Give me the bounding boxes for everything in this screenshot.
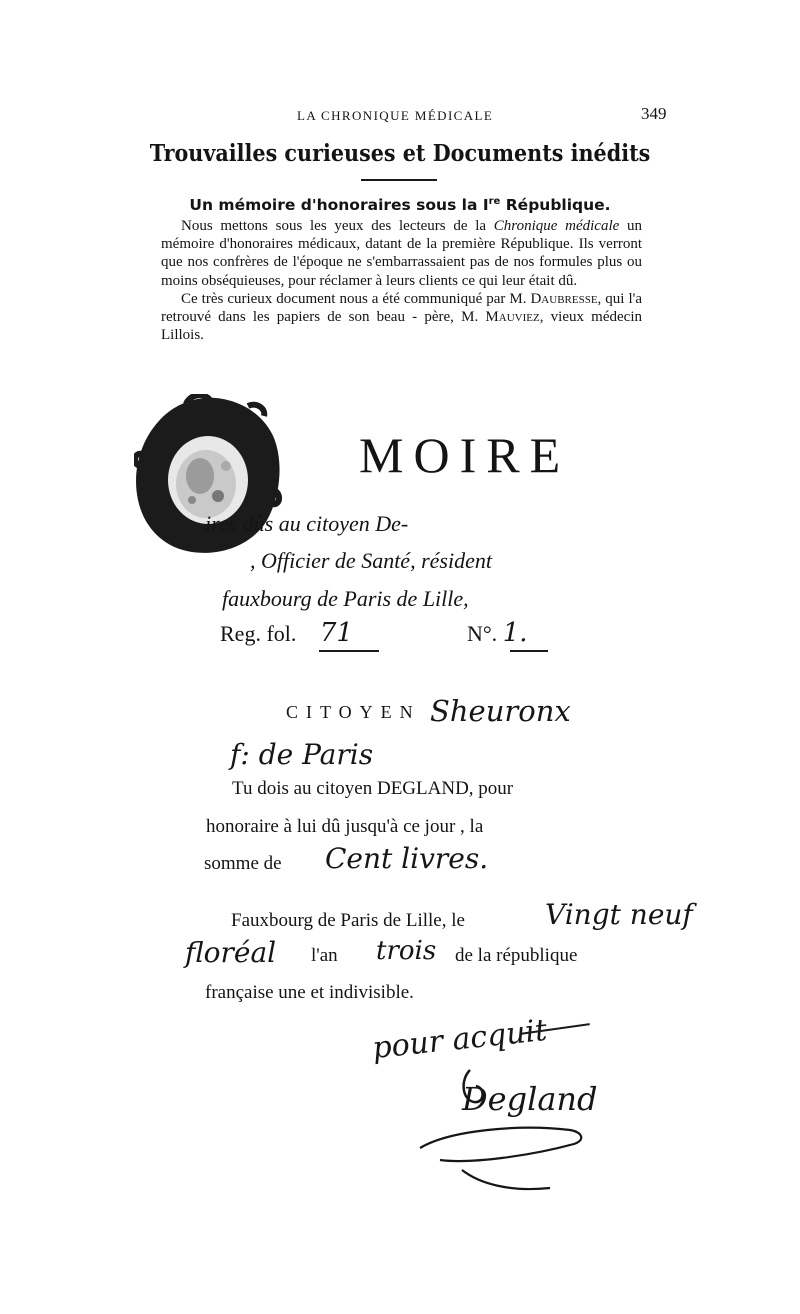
intro-paragraph-1 (161, 217, 642, 290)
memoire-title: MOIRE (359, 427, 571, 483)
intro-p2a: Ce très curieux document nous a été communiqué par M. (181, 290, 531, 307)
intro-paragraph-2 (161, 290, 642, 345)
no-value: 1. (502, 618, 528, 648)
article-subheading (0, 196, 800, 214)
date-month: floréal (185, 936, 277, 969)
section-title: Trouvailles curieuses et Documents inédits (149, 140, 651, 167)
intro-p2b: , qui l'a retrouvé dans les papiers de son beau - père, M. (161, 290, 642, 326)
reg-rule (319, 650, 379, 652)
subheading-text: Un mémoire d'honoraires sous la I (189, 196, 489, 215)
signature: Degland (462, 1080, 598, 1118)
reg-label: Reg. fol. (220, 621, 297, 646)
intro-p2c: , vieux médecin Lillois. (161, 309, 642, 344)
year-label: l'an (311, 945, 338, 966)
register-number (467, 618, 528, 648)
no-label: N°. (467, 621, 498, 646)
register-folio (220, 618, 353, 648)
amount: Cent livres. (325, 842, 489, 875)
signature-flourish-icon (410, 1060, 590, 1210)
year-value: trois (376, 936, 437, 966)
journal-name: Chronique médicale (493, 218, 620, 234)
receipt-note: pour acquit (370, 1012, 549, 1067)
page-number: 349 (641, 104, 667, 123)
intro-text (161, 217, 642, 344)
body-line-3: somme de (204, 853, 282, 874)
memoire-line-1: ires dûs au citoyen De- (205, 511, 409, 536)
name-mauviez: Mauviez (485, 309, 540, 326)
intro-p1b: un mémoire d'honoraires médicaux, datant de la première République. Ils verront que nos confrères de l'époque ne s'embarrassaient pas de nos formules plus ou moins obséquieuses, pour réclamer à leurs clients ce qui leur était dû. (161, 218, 643, 289)
memoire-line-3: fauxbourg de Paris de Lille, (222, 586, 469, 611)
body-line-1: Tu dois au citoyen DEGLAND, pour (232, 778, 514, 799)
body-line-2: honoraire à lui dû jusqu'à ce jour , la (206, 816, 484, 837)
title-rule (361, 179, 437, 181)
subheading-sup: re (488, 196, 501, 207)
memoire-line-2: , Officier de Santé, résident (250, 548, 492, 573)
citoyen-label: CITOYEN (286, 702, 421, 722)
reg-value: 71 (319, 618, 353, 648)
republic-line-2: française une et indivisible. (205, 982, 414, 1003)
republic-line-1: de la république (455, 945, 578, 966)
intro-p1a: Nous mettons sous les yeux des lecteurs de la (181, 218, 494, 234)
subheading-tail: République. (500, 196, 611, 215)
no-rule (510, 650, 548, 652)
client-name: Sheuronx (430, 694, 571, 728)
name-daubresse: Daubresse (530, 290, 598, 307)
place-date-label: Fauxbourg de Paris de Lille, le (231, 910, 465, 931)
client-place: f: de Paris (230, 738, 374, 771)
running-head: LA CHRONIQUE MÉDICALE (297, 108, 494, 123)
date-day: Vingt neuf (545, 898, 693, 931)
